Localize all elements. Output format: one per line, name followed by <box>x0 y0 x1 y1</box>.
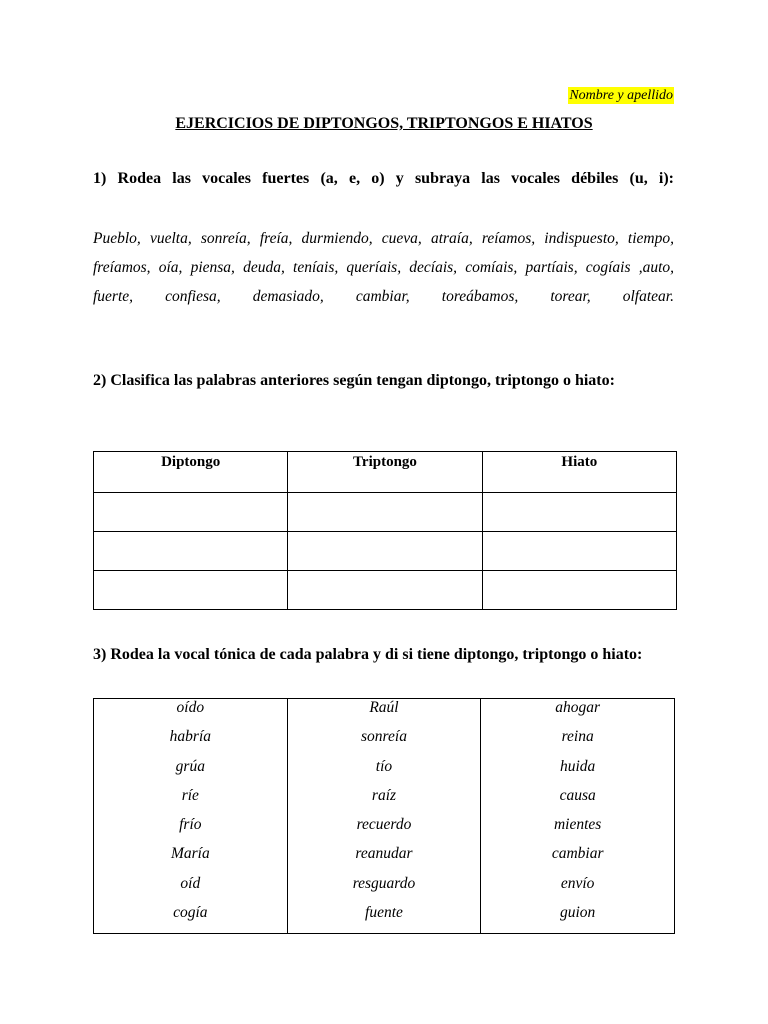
word-cell: reanudar <box>287 845 481 874</box>
word-cell: sonreía <box>287 728 481 757</box>
table-row <box>94 758 675 787</box>
table-row <box>94 728 675 757</box>
word-cell: habría <box>94 728 288 757</box>
word-cell: envío <box>481 875 675 904</box>
table-row <box>94 787 675 816</box>
answer-cell <box>94 493 288 532</box>
word-cell: guion <box>481 904 675 934</box>
classification-table <box>93 451 677 610</box>
answer-cell <box>94 532 288 571</box>
exercise-2-instruction: 2) Clasifica las palabras anteriores según tengan diptongo, triptongo o hiato: <box>93 372 615 389</box>
answer-cell <box>482 571 676 610</box>
column-header-diptongo: Diptongo <box>94 452 288 493</box>
word-cell: raíz <box>287 787 481 816</box>
word-cell: cambiar <box>481 845 675 874</box>
name-label: Nombre y apellido <box>569 88 673 103</box>
classification-row <box>94 493 677 532</box>
word-cell: Raúl <box>287 699 481 729</box>
page-title: EJERCICIOS DE DIPTONGOS, TRIPTONGOS E HIATOS <box>175 115 593 132</box>
word-cell: resguardo <box>287 875 481 904</box>
answer-cell <box>288 493 482 532</box>
word-cell: huida <box>481 758 675 787</box>
word-cell: tío <box>287 758 481 787</box>
table-row <box>94 875 675 904</box>
classification-header-row <box>94 452 677 493</box>
answer-cell <box>482 532 676 571</box>
word-cell: grúa <box>94 758 288 787</box>
answer-cell <box>288 571 482 610</box>
word-cell: fuente <box>287 904 481 934</box>
table-row <box>94 699 675 729</box>
table-row <box>94 845 675 874</box>
table-row <box>94 904 675 934</box>
word-cell: causa <box>481 787 675 816</box>
answer-cell <box>288 532 482 571</box>
exercise-1-instruction: 1) Rodea las vocales fuertes (a, e, o) y subraya las vocales débiles (u, i): <box>93 170 674 187</box>
word-cell: oíd <box>94 875 288 904</box>
table-row <box>94 816 675 845</box>
word-cell: recuerdo <box>287 816 481 845</box>
word-cell: María <box>94 845 288 874</box>
classification-row <box>94 532 677 571</box>
word-cell: oído <box>94 699 288 729</box>
answer-cell <box>482 493 676 532</box>
word-cell: ahogar <box>481 699 675 729</box>
exercise-3-instruction: 3) Rodea la vocal tónica de cada palabra y di si tiene diptongo, triptongo o hiato: <box>93 646 643 663</box>
column-header-triptongo: Triptongo <box>288 452 482 493</box>
word-cell: cogía <box>94 904 288 934</box>
word-cell: ríe <box>94 787 288 816</box>
classification-row <box>94 571 677 610</box>
word-cell: frío <box>94 816 288 845</box>
words-table <box>93 698 675 934</box>
word-cell: mientes <box>481 816 675 845</box>
word-cell: reina <box>481 728 675 757</box>
exercise-1-word-list: Pueblo, vuelta, sonreía, freía, durmiendo, cueva, atraía, reíamos, indispuesto, tiempo, freíamos, oía, piensa, deuda, teníais, queríais, decíais, comíais, partíais, cogíais ,auto, fuerte, confiesa, demasiado, cambiar, toreábamos, torear, olfatear. <box>93 230 674 305</box>
column-header-hiato: Hiato <box>482 452 676 493</box>
answer-cell <box>94 571 288 610</box>
